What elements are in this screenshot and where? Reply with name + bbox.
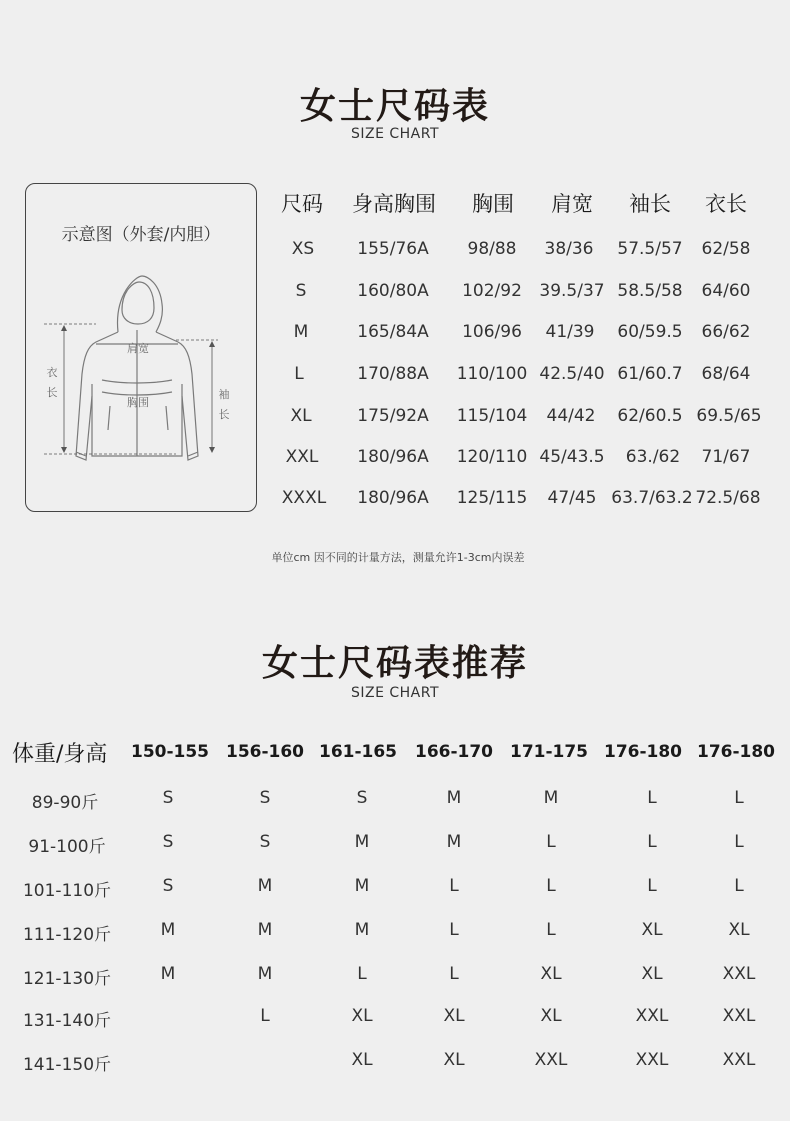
size-cell: 115/104 xyxy=(456,406,528,426)
col-header-height-chest: 身高胸围 xyxy=(352,192,436,216)
size-cell: 61/60.7 xyxy=(617,364,683,384)
recommend-cell: S xyxy=(259,788,271,808)
recommend-cell: S xyxy=(259,832,271,852)
recommend-cell: XXL xyxy=(534,1050,568,1070)
weight-label: 101-110斤 xyxy=(22,881,112,901)
size-cell: 45/43.5 xyxy=(539,447,605,467)
col-header-length: 衣长 xyxy=(705,192,747,216)
size-cell: 120/110 xyxy=(456,447,528,467)
recommend-cell: XXL xyxy=(722,1006,756,1026)
weight-label: 91-100斤 xyxy=(28,837,106,857)
recommend-cell: XL xyxy=(443,1050,465,1070)
recommend-cell: L xyxy=(647,876,657,896)
size-cell: 57.5/57 xyxy=(617,239,683,259)
size-cell: XXL xyxy=(285,447,319,467)
recommend-cell: M xyxy=(354,876,370,896)
chest-label: 胸围 xyxy=(127,396,149,409)
size-cell: 42.5/40 xyxy=(539,364,605,384)
recommend-cell: L xyxy=(647,788,657,808)
size-cell: M xyxy=(293,322,309,342)
recommend-cell: XL xyxy=(728,920,750,940)
weight-label: 131-140斤 xyxy=(22,1011,112,1031)
recommend-cell: XL xyxy=(641,920,663,940)
recommend-cell: M xyxy=(354,920,370,940)
col-header-shoulder: 肩宽 xyxy=(551,192,593,216)
recommend-cell: M xyxy=(354,832,370,852)
recommend-cell: S xyxy=(162,832,174,852)
recommend-cell: XL xyxy=(540,1006,562,1026)
size-cell: 44/42 xyxy=(546,406,596,426)
height-header: 176-180 xyxy=(603,742,683,762)
recommend-cell: M xyxy=(160,964,176,984)
col-header-sleeve: 袖长 xyxy=(629,192,671,216)
recommend-cell: XL xyxy=(443,1006,465,1026)
size-cell: 63./62 xyxy=(625,447,681,467)
recommend-cell: L xyxy=(546,832,556,852)
recommend-cell: L xyxy=(734,788,744,808)
size-cell: XL xyxy=(290,406,312,426)
height-header: 171-175 xyxy=(509,742,589,762)
recommend-cell: M xyxy=(257,920,273,940)
size-cell: 125/115 xyxy=(456,488,528,508)
size-cell: 71/67 xyxy=(701,447,751,467)
size-cell: 38/36 xyxy=(544,239,594,259)
weight-label: 111-120斤 xyxy=(22,925,112,945)
recommend-cell: M xyxy=(446,788,462,808)
jacket-outline-illustration xyxy=(26,184,256,511)
size-cell: S xyxy=(295,281,307,301)
sleeve-label-2: 长 xyxy=(218,408,230,421)
recommend-title: 女士尺码表推荐 xyxy=(261,643,528,684)
recommend-cell: L xyxy=(357,964,367,984)
recommend-cell: L xyxy=(260,1006,270,1026)
recommend-cell: M xyxy=(446,832,462,852)
size-cell: 68/64 xyxy=(701,364,751,384)
size-cell: 160/80A xyxy=(357,281,429,301)
height-header: 156-160 xyxy=(225,742,305,762)
recommend-cell: L xyxy=(546,920,556,940)
size-cell: 155/76A xyxy=(357,239,429,259)
sleeve-label-1: 袖 xyxy=(218,388,230,401)
recommend-cell: XXL xyxy=(635,1050,669,1070)
recommend-cell: XXL xyxy=(722,964,756,984)
size-cell: 180/96A xyxy=(357,447,429,467)
size-cell: L xyxy=(294,364,304,384)
size-cell: 165/84A xyxy=(357,322,429,342)
size-cell: 39.5/37 xyxy=(539,281,605,301)
recommend-cell: XL xyxy=(351,1006,373,1026)
recommend-cell: XXL xyxy=(722,1050,756,1070)
length-label-2: 长 xyxy=(46,386,58,399)
recommend-cell: L xyxy=(449,964,459,984)
size-cell: 63.7/63.2 xyxy=(611,488,693,508)
size-cell: 66/62 xyxy=(701,322,751,342)
recommend-cell: M xyxy=(160,920,176,940)
size-cell: 69.5/65 xyxy=(696,406,762,426)
recommend-cell: S xyxy=(162,876,174,896)
measurement-note: 单位cm 因不同的计量方法，测量允许1-3cm内误差 xyxy=(271,551,525,564)
size-cell: 62/58 xyxy=(701,239,751,259)
size-cell: 72.5/68 xyxy=(695,488,761,508)
recommend-cell: L xyxy=(449,876,459,896)
size-chart-subtitle: SIZE CHART xyxy=(350,126,440,142)
size-cell: 170/88A xyxy=(357,364,429,384)
recommend-cell: L xyxy=(734,876,744,896)
recommend-cell: XL xyxy=(540,964,562,984)
size-cell: 60/59.5 xyxy=(617,322,683,342)
recommend-cell: L xyxy=(647,832,657,852)
recommend-cell: XXL xyxy=(635,1006,669,1026)
diagram-caption: 示意图（外套/内胆） xyxy=(61,225,221,245)
size-cell: 106/96 xyxy=(462,322,522,342)
height-header: 150-155 xyxy=(130,742,210,762)
size-cell: XXXL xyxy=(281,488,327,508)
size-cell: 64/60 xyxy=(701,281,751,301)
size-cell: 110/100 xyxy=(456,364,528,384)
size-cell: 98/88 xyxy=(467,239,517,259)
weight-label: 89-90斤 xyxy=(31,793,99,813)
recommend-cell: XL xyxy=(351,1050,373,1070)
recommend-cell: M xyxy=(257,876,273,896)
size-cell: 62/60.5 xyxy=(617,406,683,426)
recommend-cell: S xyxy=(162,788,174,808)
recommend-cell: L xyxy=(546,876,556,896)
size-cell: 47/45 xyxy=(547,488,597,508)
height-header: 176-180 xyxy=(696,742,776,762)
recommend-cell: L xyxy=(449,920,459,940)
weight-height-corner-label: 体重/身高 xyxy=(12,742,108,767)
recommend-subtitle: SIZE CHART xyxy=(350,685,440,701)
size-cell: 41/39 xyxy=(545,322,595,342)
length-label-1: 衣 xyxy=(46,366,58,379)
recommend-cell: L xyxy=(734,832,744,852)
recommend-cell: M xyxy=(257,964,273,984)
shoulder-label: 肩宽 xyxy=(127,342,149,355)
jacket-diagram-panel xyxy=(25,183,257,512)
col-header-chest: 胸围 xyxy=(472,192,514,216)
size-cell: 58.5/58 xyxy=(617,281,683,301)
recommend-cell: XL xyxy=(641,964,663,984)
recommend-cell: S xyxy=(356,788,368,808)
col-header-size: 尺码 xyxy=(281,192,323,216)
size-cell: 180/96A xyxy=(357,488,429,508)
height-header: 161-165 xyxy=(318,742,398,762)
size-cell: 102/92 xyxy=(462,281,522,301)
recommend-cell: M xyxy=(543,788,559,808)
weight-label: 121-130斤 xyxy=(22,969,112,989)
size-cell: 175/92A xyxy=(357,406,429,426)
size-cell: XS xyxy=(291,239,315,259)
size-chart-title: 女士尺码表 xyxy=(299,86,490,127)
height-header: 166-170 xyxy=(414,742,494,762)
weight-label: 141-150斤 xyxy=(22,1055,112,1075)
